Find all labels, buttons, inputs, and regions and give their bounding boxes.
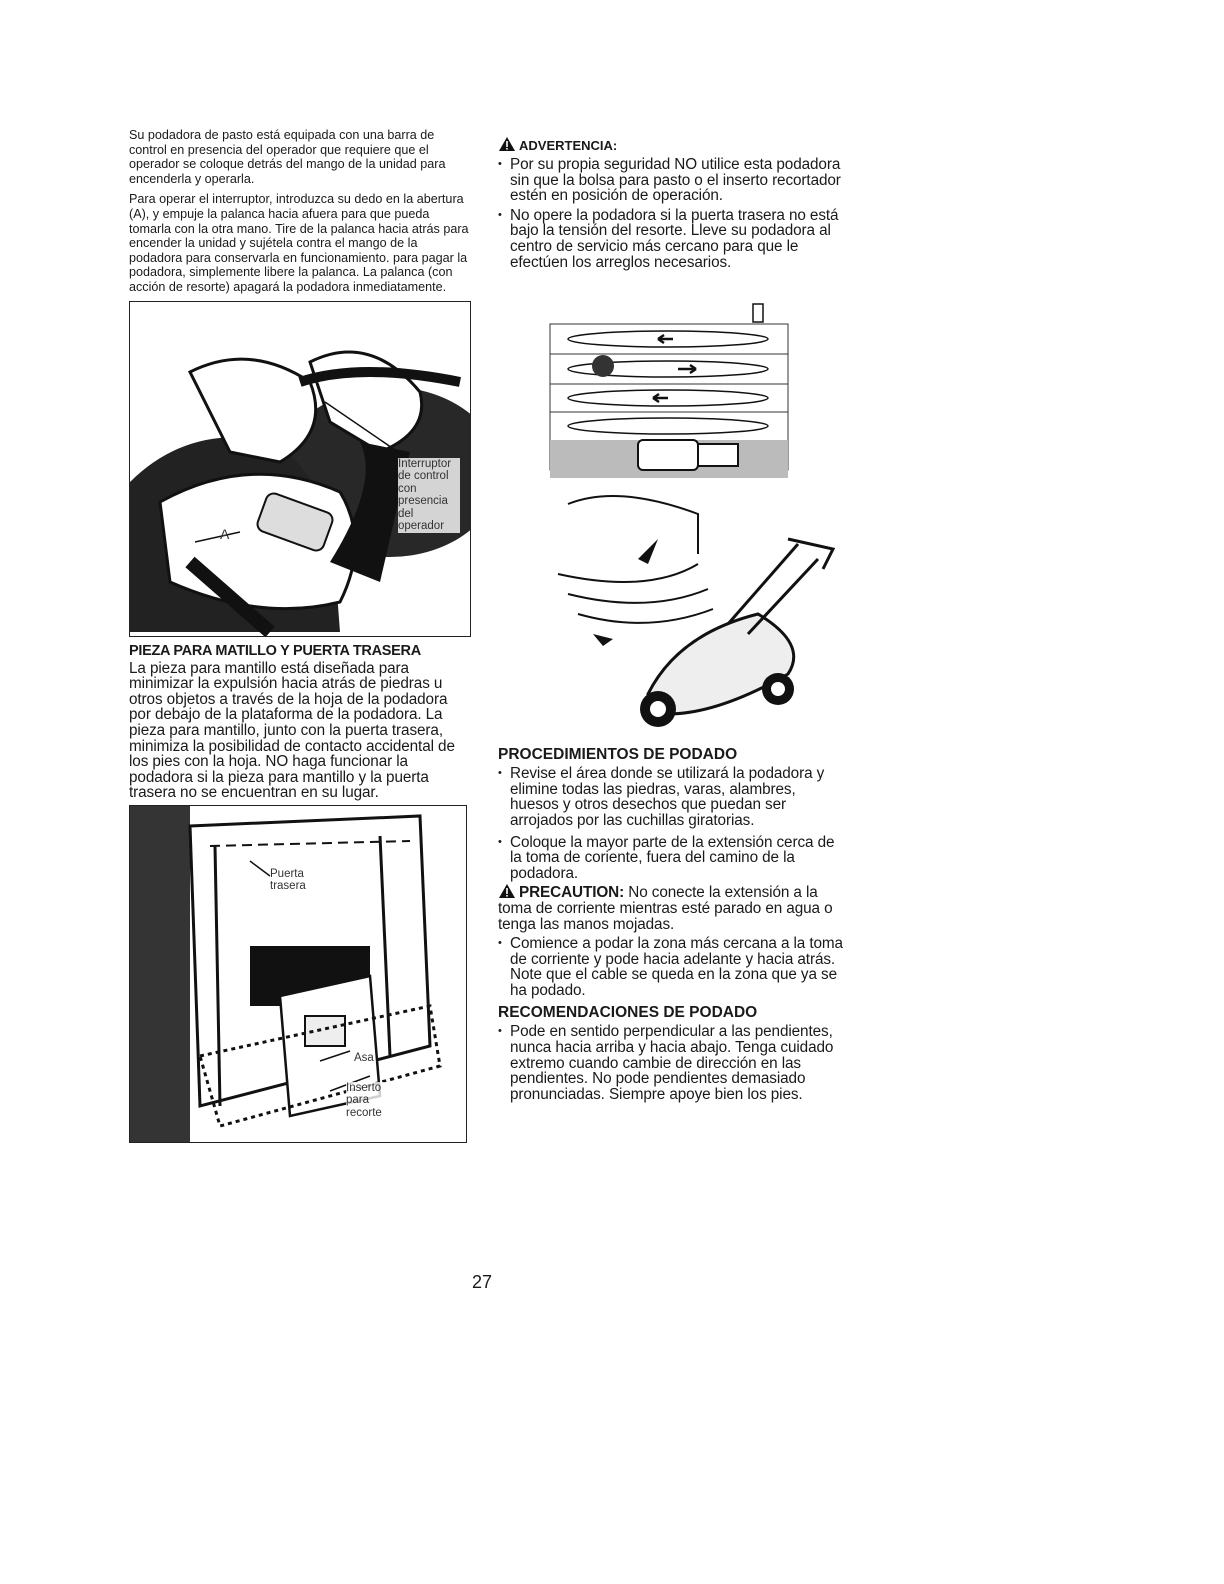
recommendations-heading: RECOMENDACIONES DE PODADO bbox=[498, 1004, 758, 1022]
warning-triangle-icon bbox=[498, 136, 516, 152]
warning-heading-row bbox=[498, 136, 848, 155]
left-column bbox=[129, 128, 473, 1143]
warning-bullet: • Por su propia seguridad NO utilice esta podadora sin que la bolsa para pasto o el inserto recortador estén en posición de operación. bbox=[498, 157, 848, 204]
mowing-pattern-illustration bbox=[498, 294, 848, 744]
precaution-text: No conecte la extensión a la toma de corriente mientras esté parado en agua o tenga las manos mojadas. bbox=[498, 884, 833, 933]
procedures-bullet: • Revise el área donde se utilizará la podadora y elimine todas las piedras, varas, alambres, huesos y otros desechos que puedan ser arrojados por las cuchillas giratorias. bbox=[498, 766, 848, 828]
switch-paragraph: Para operar el interruptor, introduzca su dedo en la abertura (A), y empuje la palanca hacia afuera para que pueda tomarla con la otra mano. Tire de la palanca hacia atrás para encender la unidad y sujétela contra el mango de la podadora para conservarla en funcionamiento. para pagar la podadora, simplemente libere la palanca. La palanca (con acción de resorte) apagará la podadora inmediatamente. bbox=[129, 192, 469, 294]
operator-control-figure bbox=[129, 301, 471, 637]
warning-bullet: • No opere la podadora si la puerta trasera no está bajo la tensión del resorte. Lleve su podadora al centro de servicio más cercano para que le efectúen los arreglos necesarios. bbox=[498, 208, 848, 270]
warning-heading: ADVERTENCIA: bbox=[519, 138, 618, 153]
right-column bbox=[498, 136, 848, 1104]
intro-paragraph: Su podadora de pasto está equipada con una barra de control en presencia del operador que requiere que el operador se coloque detrás del mango de la unidad para encenderla y operarla. bbox=[129, 128, 446, 186]
warning-triangle-icon bbox=[498, 883, 516, 899]
trim-insert-label: Inserto para recorte bbox=[346, 1082, 406, 1120]
precaution-label: PRECAUTION: bbox=[519, 884, 625, 902]
recommendations-bullet: • Pode en sentido perpendicular a las pendientes, nunca hacia arriba y hacia abajo. Tenga cuidado extremo cuando cambie de dirección en las pendientes. No pode pendientes demasiado pronunciadas. Siempre apoye bien los pies. bbox=[498, 1024, 848, 1102]
rear-door-label: Puerta trasera bbox=[270, 868, 320, 893]
mulch-section-paragraph: La pieza para mantillo está diseñada para minimizar la expulsión hacia atrás de piedras u otros objetos a través de la hoja de la podadora por debajo de la plataforma de la podadora. La pieza para mantillo, junto con la puerta trasera, minimiza la posibilidad de contacto accidental de los pies con la hoja. NO haga funcionar la podadora si la pieza para mantillo y la puerta trasera no se encuentran en su lugar. bbox=[129, 659, 455, 802]
page-number: 27 bbox=[472, 1272, 493, 1292]
mowing-pattern-figure bbox=[498, 294, 848, 744]
procedures-heading: PROCEDIMIENTOS DE PODADO bbox=[498, 746, 738, 764]
mulch-section-heading: PIEZA PARA MATILLO Y PUERTA TRASERA bbox=[129, 642, 421, 659]
procedures-bullet: • Coloque la mayor parte de la extensión cerca de la toma de coriente, fuera del camino de la podadora. bbox=[498, 835, 848, 882]
operator-control-label: Interruptor de control con presencia del operador bbox=[398, 458, 460, 533]
handle-label: Asa bbox=[354, 1051, 374, 1064]
procedures-bullet: • Comience a podar la zona más cercana a la toma de corriente y pode hacia adelante y hacia atrás. Note que el cable se queda en la zona que ya se ha podado. bbox=[498, 936, 848, 998]
rear-door-illustration bbox=[130, 806, 466, 1142]
rear-door-figure bbox=[129, 805, 467, 1143]
precaution-paragraph bbox=[498, 883, 848, 932]
opening-a-label: A bbox=[220, 525, 230, 542]
